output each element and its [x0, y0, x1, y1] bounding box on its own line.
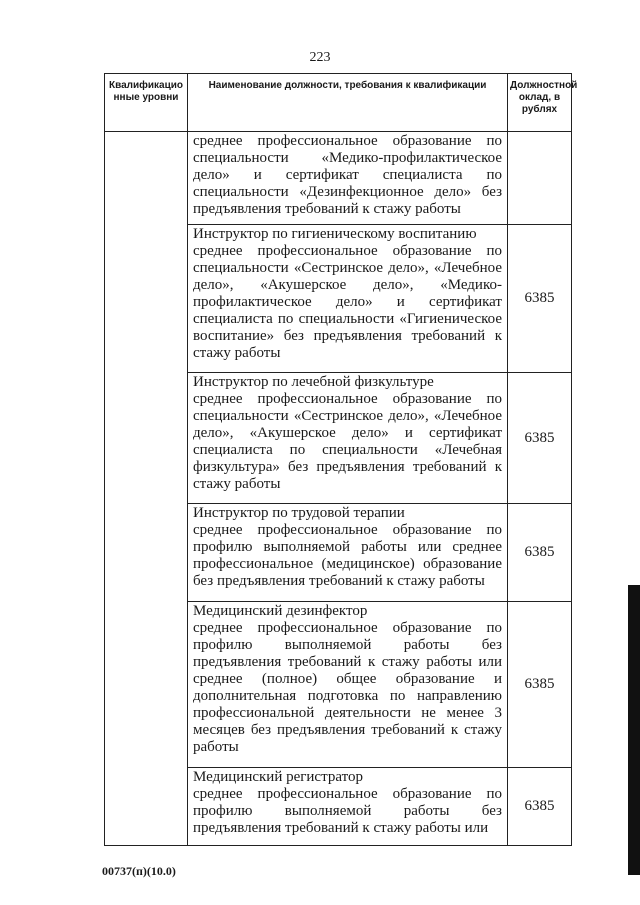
position-description [188, 768, 508, 846]
document-code: 00737(п)(10.0) [102, 864, 176, 878]
salary-cell [508, 132, 572, 225]
position-title: Инструктор по трудовой терапии [193, 505, 405, 521]
table-body [105, 132, 572, 846]
qualification-table [104, 73, 578, 846]
salary-cell: 6385 [508, 504, 572, 602]
position-requirements: среднее профессиональное образование по профилю выполняемой работы или среднее профессиональное (медицинское) образование без предъявления требований к стажу работы [193, 522, 502, 589]
position-description [188, 602, 508, 768]
header-row [105, 74, 572, 132]
position-title: Инструктор по гигиеническому воспитанию [193, 226, 477, 242]
position-description [188, 504, 508, 602]
scan-edge-bar [628, 585, 640, 875]
salary-cell: 6385 [508, 768, 572, 846]
position-description [188, 225, 508, 373]
position-description [188, 132, 508, 225]
header-description: Наименование должности, требования к квалификации [188, 74, 508, 132]
position-requirements: среднее профессиональное образование по профилю выполняемой работы без предъявления требований к стажу работы или [193, 786, 502, 836]
position-requirements: среднее профессиональное образование по специальности «Сестринское дело», «Лечебное дело», «Акушерское дело», «Медико-профилактическое дело» и сертификат специалиста по специальности «Гигиеническое воспитание» без предъявления требований к стажу работы [193, 243, 502, 361]
header-salary: Должностной оклад, в рублях [508, 74, 572, 132]
salary-cell: 6385 [508, 602, 572, 768]
table-row [105, 132, 572, 225]
position-requirements: среднее профессиональное образование по специальности «Медико-профилактическое дело» и сертификат специалиста по специальности «Дезинфекционное дело» без предъявления требований к стажу работы [193, 133, 502, 217]
position-title: Медицинский регистратор [193, 769, 363, 785]
page-number: 223 [309, 50, 331, 65]
header-level: Квалификацио нные уровни [105, 74, 188, 132]
salary-cell: 6385 [508, 373, 572, 504]
position-requirements: среднее профессиональное образование по профилю выполняемой работы без предъявления требований к стажу работы или среднее (полное) общее образование и дополнительная подготовка по направлению профессиональной деятельности не менее 3 месяцев без предъявления требований к стажу работы [193, 620, 502, 755]
qualification-level-cell [105, 132, 188, 846]
table-header [105, 74, 578, 132]
position-requirements: среднее профессиональное образование по специальности «Сестринское дело», «Лечебное дело», «Акушерское дело» и сертификат специалиста по специальности «Лечебная физкультура» без предъявления требований к стажу работы [193, 391, 502, 492]
salary-cell: 6385 [508, 225, 572, 373]
position-title: Инструктор по лечебной физкультуре [193, 374, 434, 390]
position-description [188, 373, 508, 504]
position-title: Медицинский дезинфектор [193, 603, 368, 619]
